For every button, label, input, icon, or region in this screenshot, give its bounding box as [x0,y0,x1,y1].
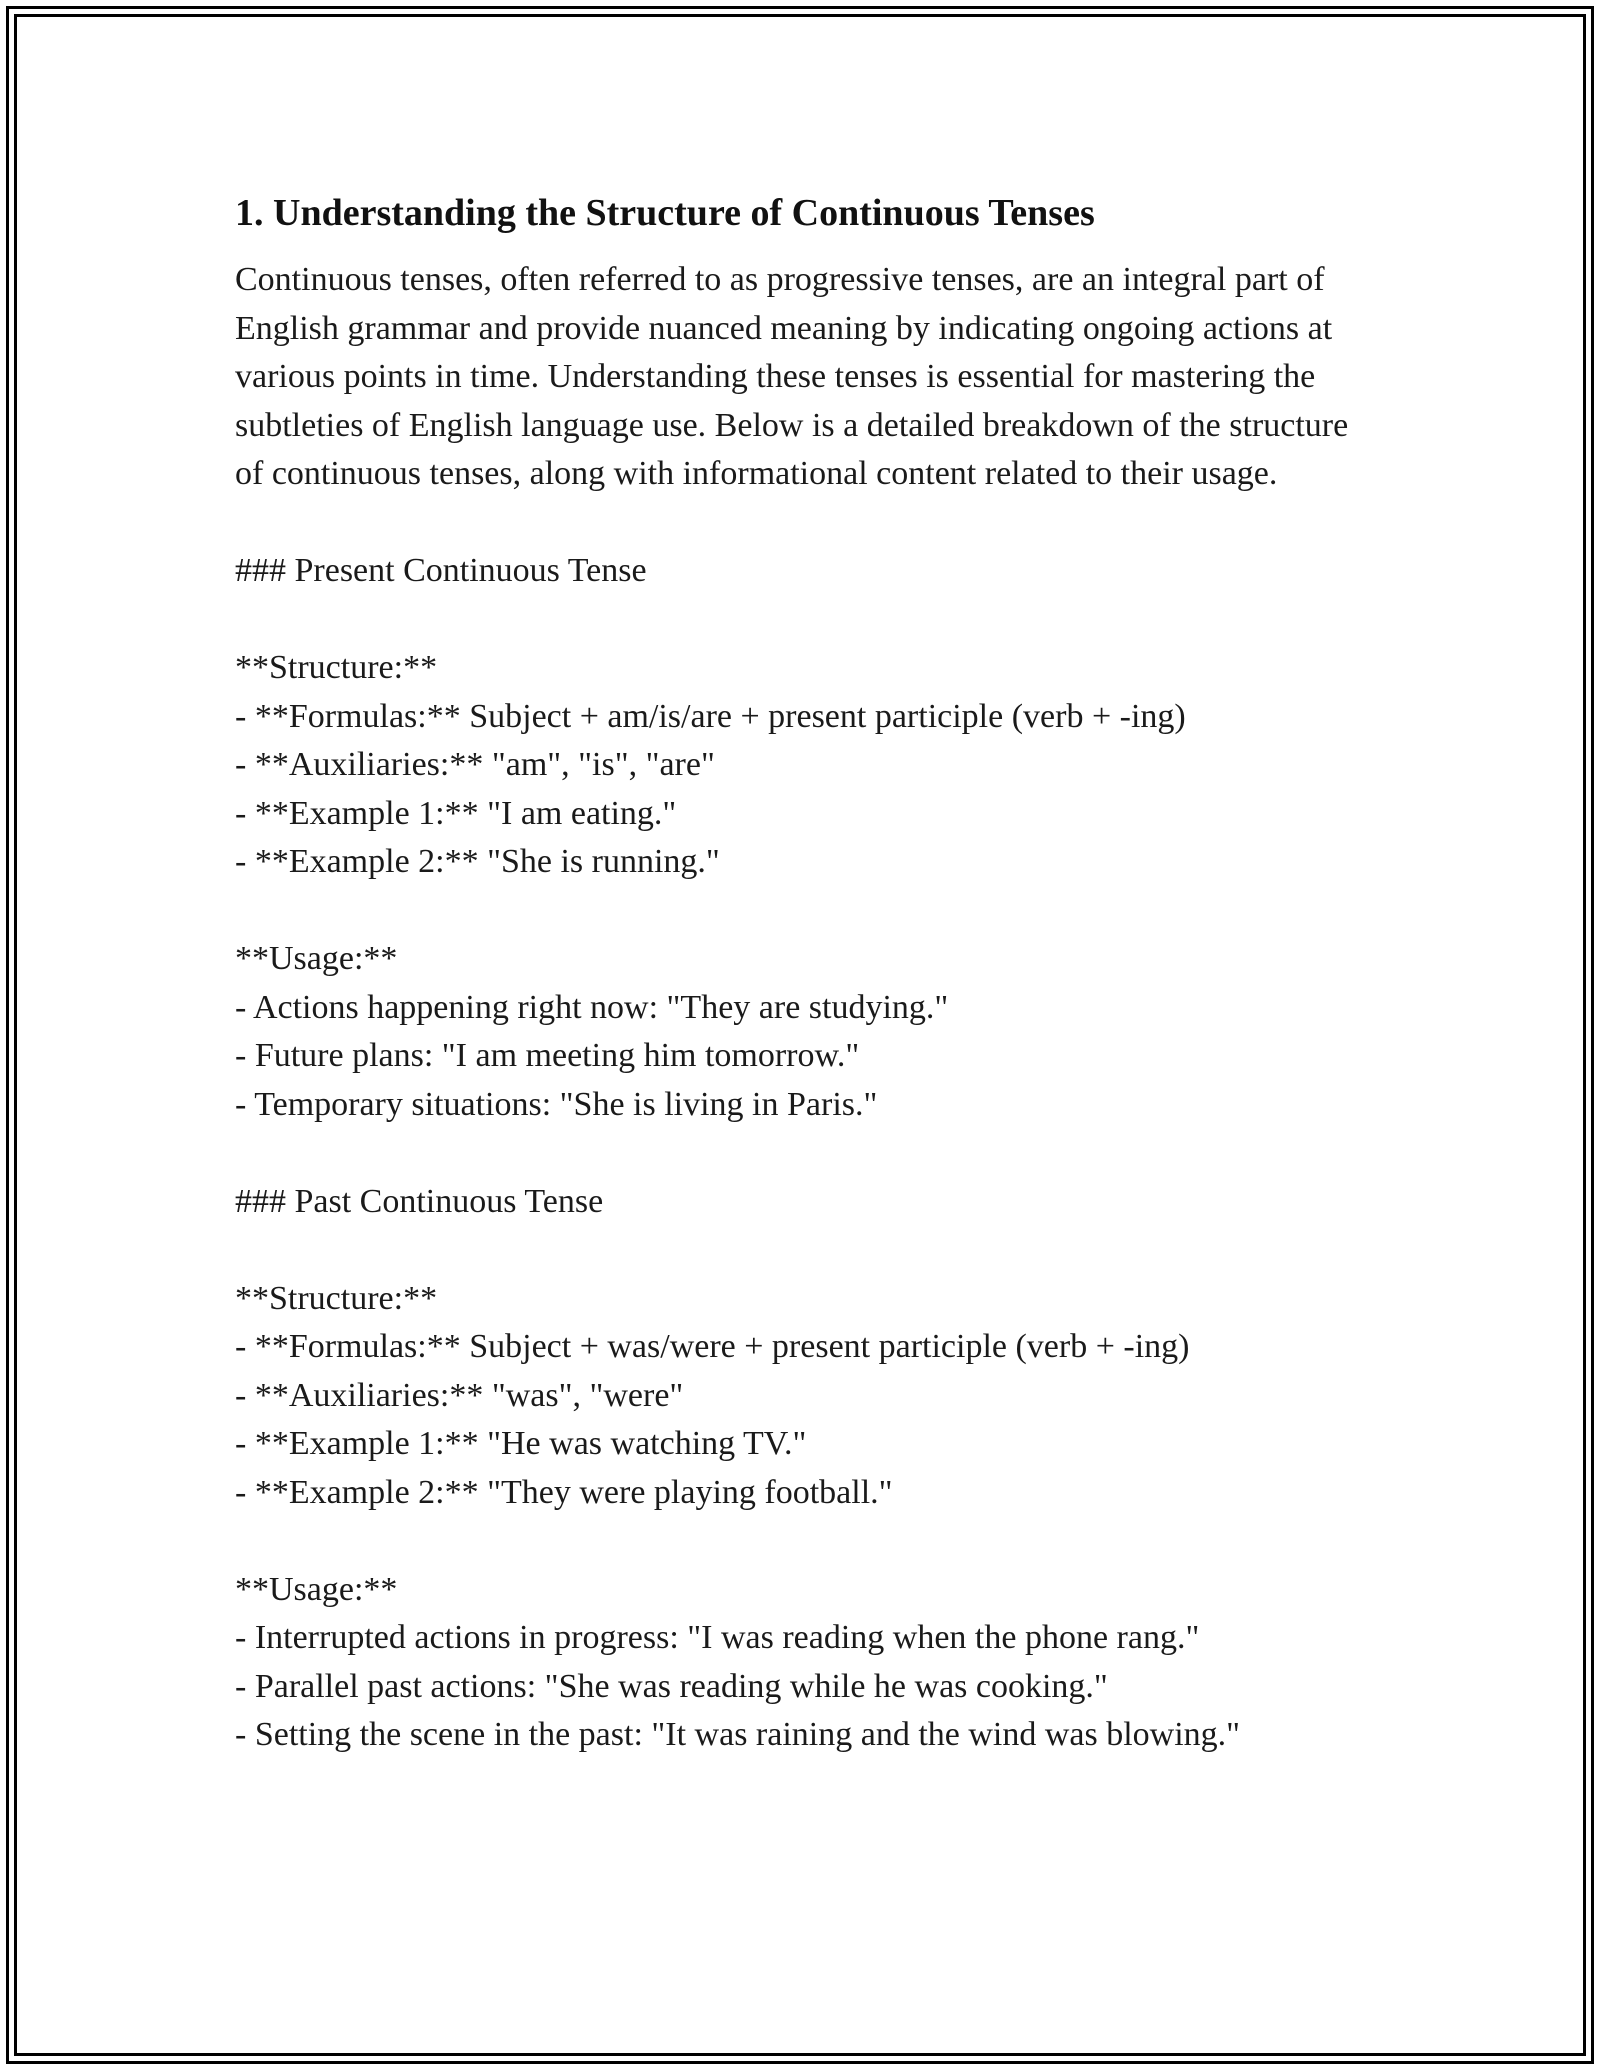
structure-label: **Structure:** [235,649,438,686]
spacer [235,887,1365,936]
list-item: - Setting the scene in the past: "It was raining and the wind was blowing." [235,1716,1241,1753]
spacer [235,596,1365,645]
spacer [235,1226,1365,1275]
list-item: - **Auxiliaries:** "am", "is", "are" [235,746,715,783]
list-item: - **Formulas:** Subject + was/were + present participle (verb + -ing) [235,1328,1190,1365]
list-item: - **Auxiliaries:** "was", "were" [235,1376,684,1414]
usage-label: **Usage:** [235,940,398,977]
structure-label: **Structure:** [235,1279,438,1317]
subsection-heading: ### Past Continuous Tense [235,1182,604,1220]
list-item: - Interrupted actions in progress: "I was reading when the phone rang." [235,1619,1200,1656]
spacer [235,1129,1365,1178]
list-item: - **Example 2:** "She is running." [235,843,720,880]
list-item: - Future plans: "I am meeting him tomorrow." [235,1037,860,1074]
list-item: - **Formulas:** Subject + am/is/are + present participle (verb + -ing) [235,697,1186,735]
usage-label: **Usage:** [235,1570,398,1608]
subsection-heading: ### Present Continuous Tense [235,552,647,589]
present-continuous-section [235,547,1365,1129]
list-item: - Parallel past actions: "She was reading while he was cooking." [235,1667,1108,1705]
section-heading: 1. Understanding the Structure of Continuous Tenses [235,192,1095,234]
past-continuous-section [235,1178,1365,1760]
list-item: - Temporary situations: "She is living in Paris." [235,1085,878,1123]
intro-paragraph: Continuous tenses, often referred to as progressive tenses, are an integral part of English grammar and provide nuanced meaning by indicating ongoing actions at various points in time. Understanding these tenses is essential for mastering the subtleties of English language use. Below is a detailed breakdown of the structure of continuous tenses, along with informational content related to their usage. [235,261,1349,492]
spacer [235,499,1365,548]
list-item: - **Example 2:** "They were playing football." [235,1473,893,1511]
spacer [235,1517,1365,1566]
document-body [235,186,1365,1760]
list-item: - **Example 1:** "He was watching TV." [235,1425,807,1462]
list-item: - **Example 1:** "I am eating." [235,794,677,832]
list-item: - Actions happening right now: "They are studying." [235,988,949,1026]
